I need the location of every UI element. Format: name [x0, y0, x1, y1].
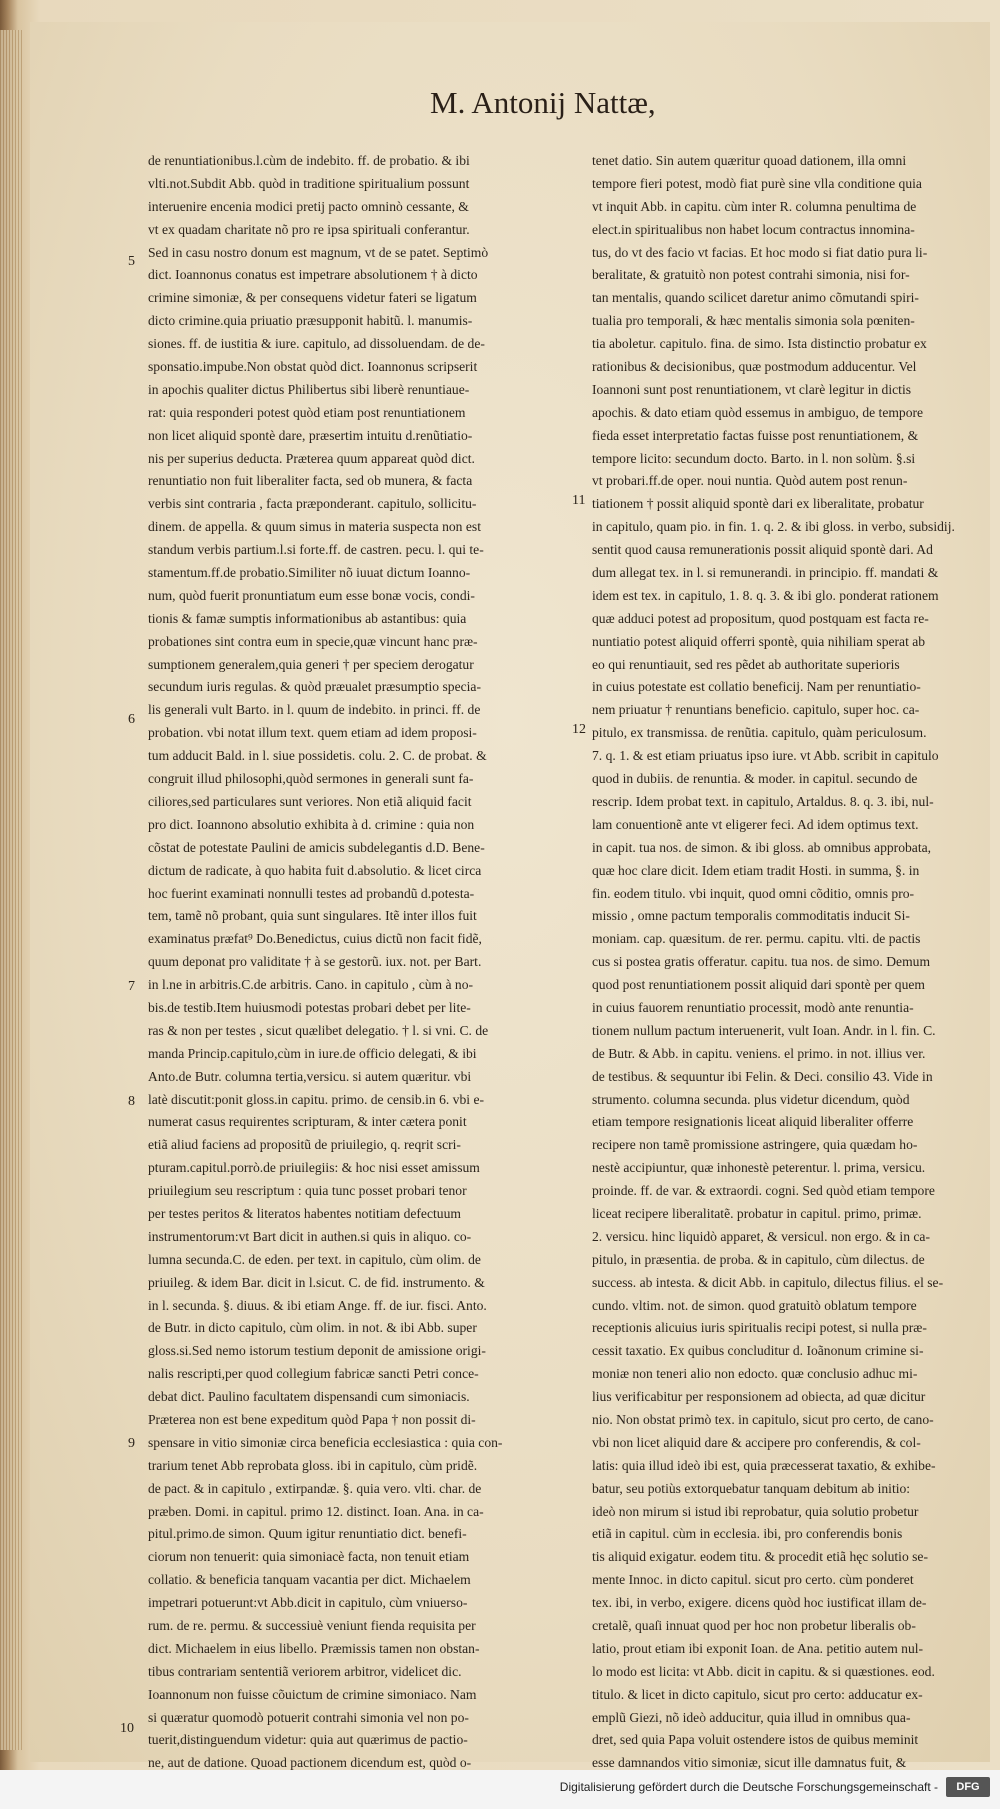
text-line: tionis & famæ sumptis informationibus ab astantibus: quia	[148, 610, 467, 626]
text-line: hoc fuerint examinati nonnulli testes ad probandũ d.potesta-	[148, 885, 475, 901]
text-line: examinatus præfat⁹ Do.Benedictus, cuius dictũ non facit fidẽ,	[148, 931, 482, 947]
text-line: siones. ff. de iustitia & iure. capitulo, ad dissoluendam. de de-	[148, 336, 485, 352]
text-line: moniæ non teneri alio non edocto. quæ conclusio adhuc mi-	[592, 1366, 918, 1382]
text-line: dum allegat tex. in l. si remunerandi. in principio. ff. mandati &	[592, 565, 939, 581]
text-line: tempore licito: secundum docto. Barto. in l. non solùm. §.si	[592, 450, 916, 466]
text-line: manda Princip.capitulo,cùm in iure.de officio delegati, & ibi	[148, 1045, 477, 1061]
text-line: dicto crimine.quia priuatio præsupponit habitũ. l. manumis-	[148, 313, 473, 329]
text-line: præben. Domi. in capitul. primo 12. distinct. Ioan. Ana. in ca-	[148, 1503, 484, 1519]
text-line: de renuntiationibus.l.cùm de indebito. ff. de probatio. & ibi	[148, 153, 470, 168]
text-line: missio , omne pactum temporalis commoditatis inducit Si-	[592, 908, 910, 924]
text-line: standum verbis partium.l.si forte.ff. de castren. pecu. l. qui te-	[148, 542, 484, 558]
text-line: dict. Michaelem in eius libello. Præmissis tamen non obstan-	[148, 1640, 480, 1656]
text-line: quæ hoc clare dicit. Idem etiam tradit Hosti. in summa, §. in	[592, 862, 920, 878]
text-line: priuilegium seu rescriptum : quia tunc posset probari tenor	[148, 1183, 467, 1199]
text-line: nalis rescripti,per quod collegium fabricæ sancti Petri conce-	[148, 1366, 479, 1382]
text-line: tualia pro temporali, & hæc mentalis simonia sola pœniten-	[592, 313, 915, 329]
text-line: pitulo, in præsentia. de proba. & in capitulo, cùm dilectus. de	[592, 1251, 925, 1267]
text-line: tionem nullum pactum interuenerit, vult Ioan. Andr. in l. fin. C.	[592, 1022, 936, 1038]
text-line: nio. Non obstat primò tex. in capitulo, sicut pro certo, de cano-	[592, 1411, 934, 1427]
text-line: tuerit,distinguendum videtur: quia aut quærimus de pactio-	[148, 1732, 468, 1748]
text-line: secundum iuris regulas. & quòd præualet præsumptio specia-	[148, 679, 481, 695]
text-line: probation. vbi notat illum text. quem etiam ad idem proposi-	[148, 725, 477, 741]
left-text-column	[148, 150, 566, 1770]
text-line: pturam.capitul.porrò.de priuilegiis: & hoc nisi esset amissum	[148, 1160, 480, 1176]
margin-number: 11	[572, 493, 586, 508]
text-line: latio, prout etiam ibi exponit Ioan. de Ana. petitio autem nul-	[592, 1640, 924, 1656]
text-line: vbi non licet aliquid dare & accipere pro conferendis, & col-	[592, 1434, 921, 1450]
text-line: lumna secunda.C. de eden. per text. in capitulo, cùm olim. de	[148, 1251, 481, 1267]
text-line: non licet aliquid spontè dare, præsertim intuitu d.renũtiatio-	[148, 427, 473, 443]
text-line: lo modo est licita: vt Abb. dicit in capitu. & si quæstiones. eod.	[592, 1663, 935, 1679]
text-line: pro dict. Ioannono absolutio exhibita à d. crimine : quia non	[148, 816, 475, 832]
text-line: nis per superius deducta. Præterea quum appareat quòd dict.	[148, 450, 475, 466]
text-line: trarium tenet Abb reprobata gloss. ibi in capitulo, cùm pridẽ.	[148, 1457, 478, 1473]
text-line: pitulo, ex transmissa. de renũtia. capitulo, quàm periculosum.	[592, 725, 927, 741]
text-line: fieda esset interpretatio factas fuisse post renuntiationem, &	[592, 427, 919, 443]
text-line: esse damnandos vitio simoniæ, sicut ille damnatus fuit, &	[592, 1755, 907, 1770]
running-title: M. Antonij Nattæ,	[430, 85, 656, 120]
text-line: ciliores,sed particulares sunt veriores. Non etiã aliquid facit	[148, 793, 472, 809]
text-line: Sed in casu nostro donum est magnum, vt de se patet. Septimò	[148, 244, 489, 260]
text-line: dret, sed quia Papa voluit ostendere istos de quibus meminit	[592, 1732, 919, 1748]
text-line: si quæratur quomodò potuerit contrahi simonia vel non po-	[148, 1709, 469, 1725]
text-line: ideò non mirum si istud ibi reprobatur, quia solutio probetur	[592, 1503, 919, 1519]
text-line: tia aboletur. capitulo. fina. de simo. Ista distinctio probatur ex	[592, 336, 927, 352]
text-line: Præterea non est bene expeditum quòd Papa † non possit di-	[148, 1411, 476, 1427]
text-line: numerat casus requirentes scripturam, & inter cætera ponit	[148, 1114, 467, 1130]
text-line: quod post renuntiationem possit aliquid dari spontè per quem	[592, 977, 925, 993]
margin-number: 5	[128, 254, 135, 269]
text-line: receptionis alicuius iuris spiritualis recipi potest, si nulla præ-	[592, 1320, 927, 1336]
text-line: rat: quia responderi potest quòd etiam post renuntiationem	[148, 404, 466, 420]
text-line: cundo. vltim. not. de simon. quod gratuitò oblatum tempore	[592, 1297, 917, 1313]
text-line: latis: quia illud ideò ibi est, quia præcesserat taxatio, & exhibe-	[592, 1457, 936, 1473]
text-line: in cuius fauorem renuntiatio processit, modò ante renuntia-	[592, 999, 914, 1015]
text-line: dict. Ioannonus conatus est impetrare absolutionem † à dicto	[148, 267, 478, 283]
text-line: quod in dubiis. de renuntia. & moder. in capitul. secundo de	[592, 771, 918, 787]
text-line: vt ex quadam charitate nõ pro re ipsa spirituali conferantur.	[148, 221, 470, 237]
text-line: apochis. & dato etiam quòd essemus in ambiguo, de tempore	[592, 404, 924, 420]
text-line: de testibus. & sequuntur ibi Felin. & Deci. consilio 43. Vide in	[592, 1068, 933, 1084]
margin-number: 9	[128, 1436, 135, 1451]
text-line: lius verificabitur per responsionem ad obiecta, ad quæ dicitur	[592, 1389, 926, 1405]
text-line: ne, aut de datione. Quoad pactionem dicendum est, quòd o-	[148, 1755, 472, 1770]
margin-number: 10	[120, 1721, 134, 1736]
text-line: sponsatio.impube.Non obstat quòd dict. Ioannonus scripserit	[148, 359, 478, 375]
margin-number: 6	[128, 712, 135, 727]
text-line: instrumentorum:vt Bart dicit in authen.si quis in aliquo. co-	[148, 1228, 472, 1244]
text-line: tenet datio. Sin autem quæritur quoad dationem, illa omni	[592, 153, 907, 168]
text-line: proinde. ff. de var. & extraordi. cogni. Sed quòd etiam tempore	[592, 1183, 935, 1199]
text-line: Ioannoni sunt post renuntiationem, vt clarè legitur in dictis	[592, 381, 912, 397]
text-line: nuntiatio potest aliquid offerri spontè, quia nihiliam sperat ab	[592, 633, 926, 649]
text-line: probationes sint contra eum in specie,quæ vincunt hanc præ-	[148, 633, 478, 649]
text-line: beralitate, & gratuitò non potest contrahi simonia, nisi for-	[592, 267, 910, 283]
text-line: ciorum non tenuerit: quia simoniacè facta, non tenuit etiam	[148, 1549, 470, 1565]
digitization-footer	[0, 1770, 1000, 1809]
text-line: rum. de re. permu. & successiuè veniunt fienda requisita per	[148, 1618, 476, 1633]
text-line: latè discutit:ponit gloss.in capitu. primo. de censib.in 6. vbi e-	[148, 1091, 485, 1107]
text-line: Anto.de Butr. columna tertia,versicu. si autem quæritur. vbi	[148, 1068, 472, 1084]
text-line: vt probari.ff.de oper. noui nuntia. Quòd autem post renun-	[592, 473, 908, 489]
text-line: congruit illud philosophi,quòd sermones in generali sunt fa-	[148, 771, 474, 787]
text-line: crimine simoniæ, & per consequens videtur fateri se ligatum	[148, 290, 477, 306]
text-line: tem, tamẽ nõ probant, quia sunt singulares. Itẽ inter illos fuit	[148, 908, 477, 924]
text-line: lis generali vult Barto. in l. quum de indebito. in princi. ff. de	[148, 702, 481, 718]
text-line: 7. q. 1. & est etiam priuatus ipso iure. vt Abb. scribit in capitulo	[592, 748, 939, 764]
text-line: spensare in vitio simoniæ circa beneficia ecclesiastica : quia con-	[148, 1434, 503, 1450]
text-line: de Butr. in dicto capitulo, cùm olim. in not. & ibi Abb. super	[148, 1320, 477, 1336]
text-line: rescrip. Idem probat text. in capitulo, Artaldus. 8. q. 3. ibi, nul-	[592, 793, 934, 809]
text-line: quum deponat pro validitate † à se gestorũ. iux. not. per Bart.	[148, 954, 482, 970]
text-line: cessit taxatio. Ex quibus concluditur d. Ioãnonum crimine si-	[592, 1343, 924, 1359]
text-line: cõstat de potestate Paulini de amicis subdelegantis d.D. Bene-	[148, 839, 485, 855]
text-line: mente Innoc. in dicto capitul. sicut pro certo. cùm ponderet	[592, 1572, 914, 1588]
text-line: per testes peritos & literatos habentes notitiam defectuum	[148, 1205, 461, 1221]
text-line: renuntiatio non fuit liberaliter facta, sed ob munera, & facta	[148, 473, 473, 489]
text-line: idem est tex. in capitulo, 1. 8. q. 3. & ibi glo. ponderat rationem	[592, 587, 939, 603]
text-line: batur, seu potiùs extorquebatur tanquam debitum ab initio:	[592, 1480, 911, 1496]
text-line: strumento. columna secunda. plus videtur dicendum, quòd	[592, 1091, 910, 1107]
text-line: etiam tempore resignationis liceat aliquid liberaliter offerre	[592, 1114, 914, 1130]
text-line: impetrari potuerunt:vt Abb.dicit in capitulo, cùm vniuerso-	[148, 1595, 468, 1611]
text-line: debat dict. Paulino facultatem dispensandi cum simoniacis.	[148, 1389, 470, 1405]
footer-credit: Digitalisierung gefördert durch die Deutsche Forschungsgemeinschaft -	[559, 1780, 938, 1794]
text-line: collatio. & beneficia tanquam vacantia per dict. Michaelem	[148, 1572, 471, 1588]
text-line: pitul.primo.de simon. Quum igitur renuntiatio dict. benefi-	[148, 1526, 467, 1542]
text-line: nem priuatur † renuntians beneficio. capitulo, super hoc. ca-	[592, 702, 920, 718]
text-line: dictum de radicate, à quo habita fuit d.absolutio. & licet circa	[148, 862, 482, 878]
text-line: sumptionem generalem,quia generi † per speciem derogatur	[148, 656, 474, 672]
text-line: de pact. & in capitulo , extirpandæ. §. quia vero. vlti. char. de	[148, 1480, 482, 1496]
text-line: de Butr. & Abb. in capitu. veniens. el primo. in not. illius ver.	[592, 1045, 926, 1061]
text-line: dinem. de appella. & quum simus in materia suspecta non est	[148, 519, 481, 535]
text-line: elect.in spiritualibus non habet locum contractus innomina-	[592, 221, 915, 237]
text-line: gloss.si.Sed nemo istorum testium deponit de amissione origi-	[148, 1343, 486, 1359]
text-line: tan mentalis, quando scilicet daretur animo cõmutandi spiri-	[592, 290, 919, 306]
text-line: verbis sint contraria , facta præponderant. capitulo, sollicitu-	[148, 496, 477, 512]
text-line: tibus contrariam sententiã veriorem arbitror, videlicet dic.	[148, 1663, 462, 1679]
text-line: recipere non tamẽ promissione astringere, quia quædam ho-	[592, 1137, 918, 1153]
text-line: nestè accipiuntur, quæ inhonestè peterentur. l. prima, versicu.	[592, 1160, 926, 1176]
text-line: in cuius potestate est collatio beneficij. Nam per renuntiatio-	[592, 679, 921, 695]
text-line: Ioannonum non fuisse cõuictum de crimine simoniaco. Nam	[148, 1686, 477, 1702]
text-line: num, quòd fuerit pronuntiatum eum esse bonæ vocis, condi-	[148, 587, 475, 603]
text-line: sentit quod causa remunerationis possit aliquid spontè dari. Ad	[592, 542, 933, 558]
text-line: in l.ne in arbitris.C.de arbitris. Cano. in capitulo , cùm à no-	[148, 977, 474, 993]
text-line: vlti.not.Subdit Abb. quòd in traditione spiritualium possunt	[148, 175, 470, 191]
page-stack-edge	[0, 30, 22, 1750]
text-line: moniam. cap. quæsitum. de rer. permu. capitu. vlti. de pactis	[592, 931, 921, 947]
dfg-logo: DFG	[946, 1777, 990, 1797]
text-line: etiã in capitul. cùm in ecclesia. ibi, pro conferendis bonis	[592, 1526, 903, 1542]
margin-number: 7	[128, 979, 135, 994]
text-line: in capitulo, quam pio. in fin. 1. q. 2. & ibi gloss. in verbo, subsidij.	[592, 519, 955, 535]
text-line: ras & non per testes , sicut quælibet delegatio. † l. si vni. C. de	[148, 1022, 489, 1038]
text-line: in capit. tua nos. de simon. & ibi gloss. ab omnibus approbata,	[592, 839, 932, 855]
text-line: stamentum.ff.de probatio.Similiter nõ iuuat dictum Ioanno-	[148, 565, 471, 581]
text-line: tex. ibi, in verbo, exigere. dicens quòd hoc iustificat illam de-	[592, 1595, 927, 1611]
text-line: titulo. & licet in dicto capitulo, sicut pro certo: adducatur ex-	[592, 1686, 923, 1702]
text-line: fin. eodem titulo. vbi inquit, quod omni cõditio, omnis pro-	[592, 885, 915, 901]
text-line: quæ adduci potest ad propositum, quod postquam est facta re-	[592, 610, 929, 626]
text-line: tempore fieri potest, modò fiat purè sine vlla conditione quia	[592, 175, 922, 191]
text-line: priuileg. & idem Bar. dicit in l.sicut. C. de fid. instrumento. &	[148, 1274, 485, 1290]
text-line: lam conuentionẽ ante vt eligerer feci. Ad idem optimus text.	[592, 816, 919, 832]
text-line: rationibus & decisionibus, quæ postmodum adducentur. Vel	[592, 359, 917, 375]
text-line: tus, do vt des facio vt facias. Et hoc modo si fiat datio pura li-	[592, 244, 928, 260]
text-line: emplũ Giezi, nõ ideò adducitur, quia illud in omnibus qua-	[592, 1709, 911, 1725]
text-line: 2. versicu. hinc liquidò apparet, & versicul. non ergo. & in ca-	[592, 1228, 930, 1244]
text-line: vt inquit Abb. in capitu. cùm inter R. columna penultima de	[592, 198, 917, 214]
text-line: cretalẽ, quaſi innuat quod per hoc non probetur liberalis ob-	[592, 1618, 916, 1633]
margin-number: 8	[128, 1094, 135, 1109]
text-line: cus si postea gratis offeratur. capitu. tua nos. de simo. Demum	[592, 954, 931, 970]
text-line: bis.de testib.Item huiusmodi potestas probari debet per lite-	[148, 999, 471, 1015]
text-line: in apochis qualiter dictus Philibertus sibi liberè renuntiaue-	[148, 381, 470, 397]
text-line: liceat recipere liberalitatẽ. probatur in capitul. primo, primæ.	[592, 1205, 922, 1221]
text-line: tis aliquid exigatur. eodem titu. & procedit etiã hęc solutio se-	[592, 1549, 928, 1565]
text-line: tiationem † possit aliquid spontè dari ex liberalitate, probatur	[592, 496, 924, 512]
text-line: in l. secunda. §. diuus. & ibi etiam Ange. ff. de iur. fisci. Anto.	[148, 1297, 487, 1313]
text-line: success. ab intesta. & dicit Abb. in capitulo, dilectus filius. el se-	[592, 1274, 944, 1290]
right-text-column	[592, 150, 984, 1770]
text-line: etiã aliud faciens ad propositũ de priuilegio, q. reqrit scri-	[148, 1137, 461, 1153]
text-line: interuenire encenia modici pretij pacto omninò cessante, &	[148, 198, 469, 214]
text-line: eo qui renuntiauit, sed res pẽdet ab authoritate superioris	[592, 656, 900, 672]
margin-number: 12	[572, 722, 586, 737]
text-line: tum adducit Bald. in l. siue possidetis. colu. 2. C. de probat. &	[148, 748, 487, 764]
